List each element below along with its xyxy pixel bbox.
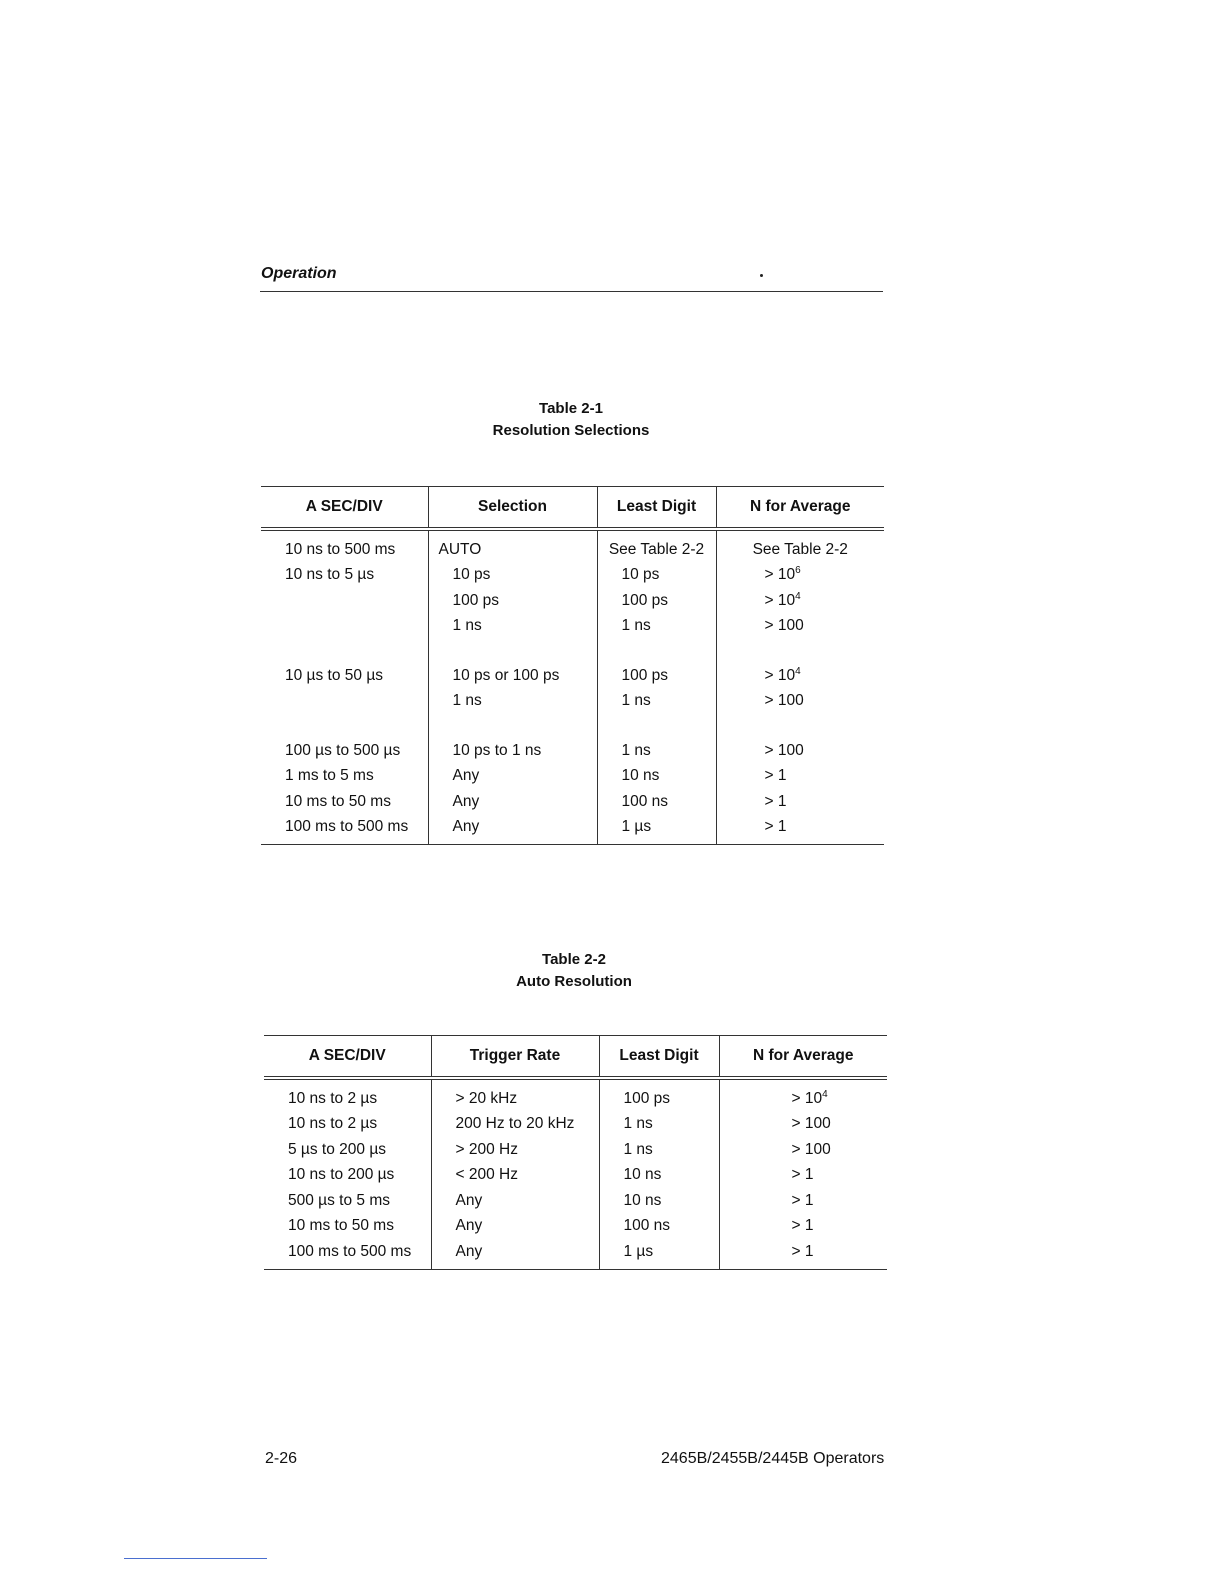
column-header: N for Average [719, 1036, 887, 1079]
cell-n-average: > 1 [719, 1163, 887, 1189]
cell-least-digit: 100 ns [599, 1214, 719, 1240]
cell-trigger-rate: 200 Hz to 20 kHz [431, 1112, 599, 1138]
table-row [261, 563, 884, 589]
cell-n-average: > 100 [716, 689, 884, 715]
column-header: A SEC/DIV [261, 487, 428, 530]
table-row [264, 1163, 887, 1189]
column-header: A SEC/DIV [264, 1036, 431, 1079]
cell-n-average: > 1 [716, 764, 884, 790]
cell-sec-div [261, 588, 428, 614]
table-row [261, 614, 884, 640]
table-row [264, 1239, 887, 1269]
table-row [261, 689, 884, 715]
cell-trigger-rate: < 200 Hz [431, 1163, 599, 1189]
table1-number: Table 2-1 [539, 400, 603, 417]
table1-caption [460, 398, 682, 442]
cell-n-average [716, 588, 884, 614]
n-exponent: 4 [822, 1088, 828, 1100]
cell-sec-div: 10 ms to 50 ms [285, 792, 391, 810]
cell-least-digit: 100 ns [597, 789, 716, 815]
cell-trigger-rate: > 20 kHz [431, 1078, 599, 1112]
section-header: Operation [261, 265, 337, 282]
cell-selection: 100 ps [428, 588, 597, 614]
cell-selection: 10 ps to 1 ns [428, 714, 597, 764]
cell-sec-div [261, 689, 428, 715]
cell-n-average: See Table 2-2 [716, 529, 884, 563]
cell-least-digit: 1 ns [597, 714, 716, 764]
cell-sec-div: 10 µs to 50 µs [285, 666, 383, 684]
cell-least-digit: 1 ns [597, 614, 716, 640]
cell-sec-div: 10 ns to 200 µs [288, 1166, 395, 1184]
cell-n-average [716, 563, 884, 589]
cell-trigger-rate: > 200 Hz [431, 1137, 599, 1163]
cell-n-average: > 100 [716, 614, 884, 640]
cell-least-digit: See Table 2-2 [597, 529, 716, 563]
table-row [261, 764, 884, 790]
cell-least-digit: 100 ps [597, 639, 716, 689]
cell-n-average: > 1 [719, 1214, 887, 1240]
table2-auto-resolution [264, 1035, 887, 1270]
table-row [264, 1137, 887, 1163]
cell-selection: Any [428, 789, 597, 815]
cell-selection: Any [428, 764, 597, 790]
table-row [261, 639, 884, 689]
manual-title: 2465B/2455B/2445B Operators [661, 1450, 885, 1467]
n-base: > 10 [764, 666, 796, 684]
cell-sec-div: 100 µs to 500 µs [285, 741, 401, 759]
cell-n-average: > 100 [719, 1137, 887, 1163]
cell-n-average: > 100 [716, 714, 884, 764]
cell-least-digit: 1 µs [597, 815, 716, 845]
table-row [261, 588, 884, 614]
cell-least-digit: 100 ps [599, 1078, 719, 1112]
n-exponent: 6 [795, 565, 801, 577]
table-row [264, 1188, 887, 1214]
table-row [261, 529, 884, 563]
table2-title: Auto Resolution [516, 973, 632, 990]
n-exponent: 4 [795, 665, 801, 677]
table-row [261, 815, 884, 845]
cell-trigger-rate: Any [431, 1239, 599, 1269]
cell-least-digit: 10 ns [599, 1188, 719, 1214]
cell-selection: AUTO [428, 529, 597, 563]
cell-selection: 1 ns [428, 689, 597, 715]
cell-selection: 1 ns [428, 614, 597, 640]
cell-sec-div: 1 ms to 5 ms [285, 767, 374, 785]
page-number: 2-26 [265, 1450, 298, 1467]
cell-least-digit: 100 ps [597, 588, 716, 614]
cell-least-digit: 1 ns [599, 1112, 719, 1138]
cell-sec-div: 10 ns to 2 µs [288, 1115, 378, 1133]
cell-n-average: > 100 [719, 1112, 887, 1138]
column-header: Trigger Rate [431, 1036, 599, 1079]
table-row [264, 1214, 887, 1240]
cell-sec-div: 10 ns to 2 µs [288, 1089, 378, 1107]
cell-n-average [719, 1078, 887, 1112]
cell-least-digit: 1 ns [599, 1137, 719, 1163]
column-header: N for Average [716, 487, 884, 530]
cell-selection: 10 ps or 100 ps [428, 639, 597, 689]
column-header: Least Digit [599, 1036, 719, 1079]
cell-sec-div: 100 ms to 500 ms [264, 1239, 431, 1269]
cell-least-digit: 10 ns [597, 764, 716, 790]
table2-number: Table 2-2 [542, 951, 606, 968]
cell-sec-div: 100 ms to 500 ms [261, 815, 428, 845]
cell-n-average [716, 639, 884, 689]
cell-sec-div: 10 ns to 500 ms [285, 540, 396, 558]
table-header-row [264, 1036, 887, 1079]
cell-sec-div: 10 ms to 50 ms [288, 1217, 394, 1235]
cell-least-digit: 10 ps [597, 563, 716, 589]
cell-selection: 10 ps [428, 563, 597, 589]
cell-sec-div: 5 µs to 200 µs [288, 1140, 386, 1158]
column-header: Selection [428, 487, 597, 530]
table-row [264, 1112, 887, 1138]
table-row [261, 789, 884, 815]
table-row [264, 1078, 887, 1112]
cell-least-digit: 10 ns [599, 1163, 719, 1189]
cell-least-digit: 1 µs [599, 1239, 719, 1269]
cell-sec-div: 10 ns to 5 µs [285, 566, 375, 584]
cell-sec-div [261, 614, 428, 640]
n-base: > 10 [791, 1089, 823, 1107]
cell-trigger-rate: Any [431, 1214, 599, 1240]
header-dot [760, 274, 763, 277]
table-header-row [261, 487, 884, 530]
n-base: > 10 [764, 591, 796, 609]
table-row [261, 714, 884, 764]
cell-n-average: > 1 [719, 1188, 887, 1214]
bottom-rule [124, 1558, 267, 1559]
cell-selection: Any [428, 815, 597, 845]
cell-n-average: > 1 [716, 789, 884, 815]
n-base: > 10 [764, 566, 796, 584]
n-exponent: 4 [795, 590, 801, 602]
cell-n-average: > 1 [719, 1239, 887, 1269]
table1-resolution-selections [261, 486, 884, 845]
cell-trigger-rate: Any [431, 1188, 599, 1214]
cell-sec-div: 500 µs to 5 ms [288, 1191, 390, 1209]
cell-n-average: > 1 [716, 815, 884, 845]
cell-least-digit: 1 ns [597, 689, 716, 715]
table2-caption [463, 949, 685, 993]
column-header: Least Digit [597, 487, 716, 530]
table1-title: Resolution Selections [492, 422, 650, 439]
header-rule [260, 291, 883, 292]
